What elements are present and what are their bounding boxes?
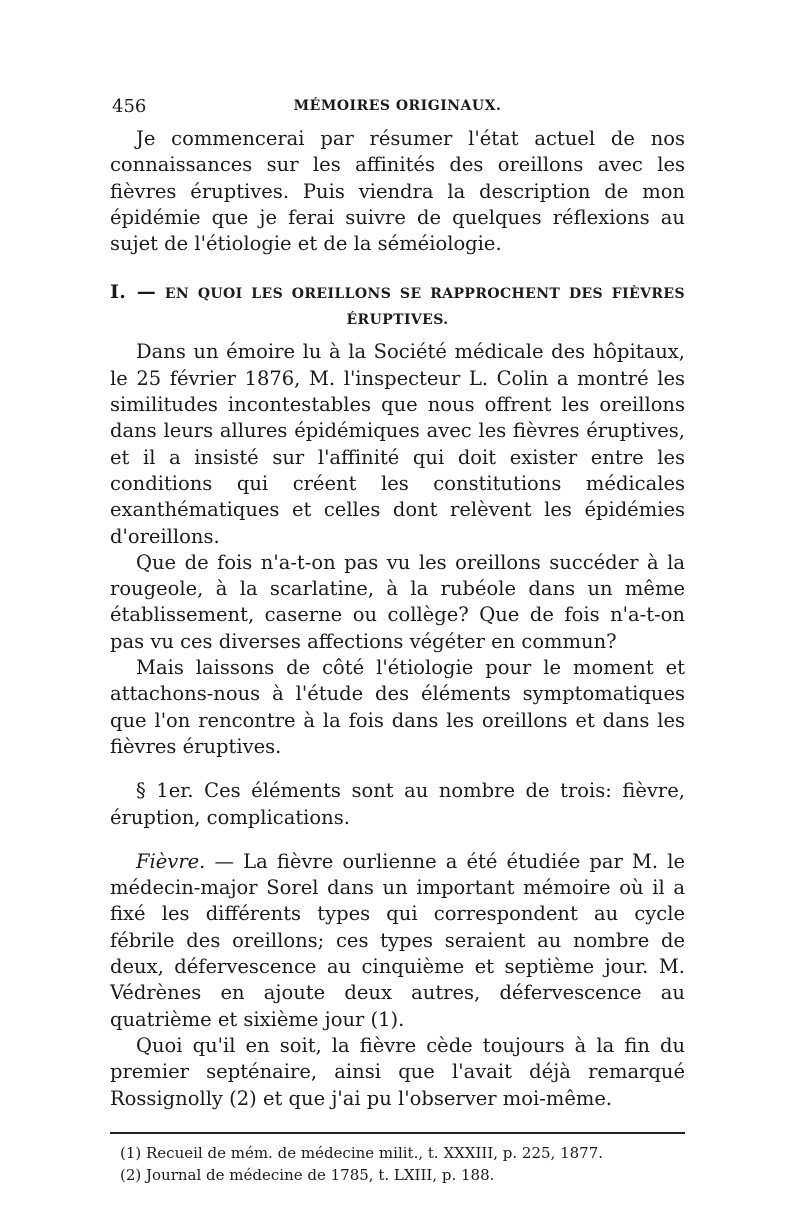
footnotes: [110, 1142, 685, 1186]
document-page: [110, 96, 685, 1186]
footnote-2: (2) Journal de médecine de 1785, t. LXIII, p. 188.: [120, 1165, 495, 1184]
fever-term: Fièvre.: [136, 849, 206, 873]
footnote-1: (1) Recueil de mém. de médecine milit., t. XXXIII, p. 225, 1877.: [120, 1143, 604, 1162]
page-number: 456: [112, 96, 147, 117]
paragraph-fever-end: Quoi qu'il en soit, la fièvre cède toujours à la fin du premier septénaire, ainsi que l'avait déjà remarqué Rossignolly (2) et que j'ai pu l'observer moi-même.: [110, 1033, 685, 1110]
paragraph-fever: [110, 849, 685, 1033]
section-title-line-1: EN QUOI LES OREILLONS SE RAPPROCHENT DES FIÈVRES: [164, 286, 686, 303]
paragraph-symptomatic-elements: Mais laissons de côté l'étiologie pour le moment et attachons-nous à l'étude des éléments symptomatiques que l'on rencontre à la fois dans les oreillons et dans les fièvres éruptives.: [110, 656, 685, 758]
running-title: MÉMOIRES ORIGINAUX.: [293, 98, 502, 114]
section-number: I. —: [110, 281, 157, 304]
paragraph-colin-memoir: Dans un émoire lu à la Société médicale des hôpitaux, le 25 février 1876, M. l'inspecteur L. Colin a montré les similitudes incontestables que nous offrent les oreillons dans leurs allures épidémiques avec les fièvres éruptives, et il a insisté sur l'affinité qui doit exister entre les conditions qui créent les constitutions médicales exanthématiques et celles dont relèvent les épidémies d'oreillons.: [110, 340, 685, 548]
section-title-line-2: ÉRUPTIVES.: [346, 312, 449, 329]
section-heading: [110, 279, 685, 333]
section-heading-line-1: [110, 279, 685, 307]
running-head: [110, 96, 685, 126]
paragraph-gap: [110, 760, 685, 778]
paragraph-intro: Je commencerai par résumer l'état actuel de nos connaissances sur les affinités des oreillons avec les fièvres éruptives. Puis viendra la description de mon épidémie que je ferai suivre de quelques réflexions au sujet de l'étiologie et de la séméiologie.: [110, 127, 685, 256]
paragraph-section-1: § 1er. Ces éléments sont au nombre de trois: fièvre, éruption, complications.: [110, 779, 685, 829]
footnote-rule: [110, 1132, 685, 1134]
paragraph-gap: [110, 831, 685, 849]
fever-text: — La fièvre ourlienne a été étudiée par M. le médecin-major Sorel dans un important mémoire où il a fixé les différents types qui correspondent au cycle fébrile des oreillons; ces types seraient au nombre de deux, défervescence au cinquième et septième jour. M. Védrènes en ajoute deux autres, défervescence au quatrième et sixième jour (1).: [110, 849, 685, 1031]
paragraph-succession-question: Que de fois n'a-t-on pas vu les oreillons succéder à la rougeole, à la scarlatine, à la rubéole dans un même établissement, caserne ou collège? Que de fois n'a-t-on pas vu ces diverses affections végéter en commun?: [110, 550, 685, 653]
